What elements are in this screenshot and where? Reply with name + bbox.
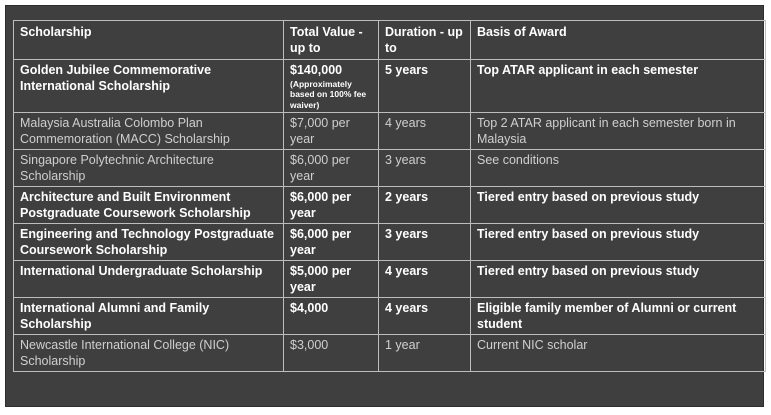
table-row [14,335,766,372]
table-row [14,113,766,150]
duration-cell [379,298,471,335]
scholarship-name-cell [14,113,284,150]
basis-of-award-cell [471,60,766,113]
duration-text: 4 years [385,264,429,278]
total-value-cell [284,60,379,113]
total-value-text: $7,000 per year [290,116,350,146]
basis-of-award-text: Current NIC scholar [477,338,588,352]
total-value-text: $3,000 [290,338,329,352]
total-value-cell [284,335,379,372]
basis-of-award-cell [471,298,766,335]
basis-of-award-text: Tiered entry based on previous study [477,264,700,278]
header-total-value: Total Value - up to [284,21,379,60]
basis-of-award-cell [471,335,766,372]
table-row [14,150,766,187]
total-value-text: $5,000 per year [290,264,352,294]
total-value-cell [284,261,379,298]
duration-text: 4 years [385,301,429,315]
scholarship-name-cell [14,224,284,261]
total-value-text: $4,000 [290,301,329,315]
duration-cell [379,224,471,261]
table-header-row [14,21,766,60]
table-row [14,187,766,224]
basis-of-award-text: See conditions [477,153,560,167]
total-value-cell [284,113,379,150]
scholarship-name-text: Architecture and Built Environment Postgraduate Coursework Scholarship [20,190,251,220]
scholarship-table [13,20,766,372]
duration-text: 2 years [385,190,429,204]
duration-cell [379,261,471,298]
total-value-text: $6,000 per year [290,190,352,220]
duration-text: 5 years [385,63,429,77]
total-value-text: $6,000 per year [290,227,352,257]
duration-cell [379,60,471,113]
table-row [14,261,766,298]
scholarship-name-text: Singapore Polytechnic Architecture Scholarship [20,153,214,183]
duration-cell [379,187,471,224]
scholarship-name-text: Engineering and Technology Postgraduate Coursework Scholarship [20,227,274,257]
duration-cell [379,113,471,150]
scholarship-name-text: International Undergraduate Scholarship [20,264,263,278]
scholarship-name-cell [14,335,284,372]
total-value-cell [284,298,379,335]
table-row [14,60,766,113]
scholarship-name-cell [14,261,284,298]
scholarship-name-cell [14,298,284,335]
basis-of-award-text: Eligible family member of Alumni or current student [477,301,737,331]
duration-text: 1 year [385,338,420,352]
scholarship-name-text: Malaysia Australia Colombo Plan Commemoration (MACC) Scholarship [20,116,230,146]
header-scholarship: Scholarship [14,21,284,60]
header-basis-of-award: Basis of Award [471,21,766,60]
header-duration: Duration - up to [379,21,471,60]
scholarship-name-text: Newcastle International College (NIC) Scholarship [20,338,230,368]
scholarship-name-cell [14,60,284,113]
basis-of-award-text: Top 2 ATAR applicant in each semester born in Malaysia [477,116,736,146]
basis-of-award-cell [471,187,766,224]
table-row [14,298,766,335]
table-row [14,224,766,261]
duration-text: 4 years [385,116,426,130]
value-note: (Approximately based on 100% fee waiver) [290,78,367,110]
total-value-cell [284,150,379,187]
duration-cell [379,150,471,187]
scholarship-name-text: International Alumni and Family Scholarship [20,301,210,331]
total-value-cell [284,187,379,224]
total-value-text: $6,000 per year [290,153,350,183]
duration-text: 3 years [385,153,426,167]
total-value-text: $140,000 [290,63,343,77]
basis-of-award-text: Tiered entry based on previous study [477,227,700,241]
scholarship-name-cell [14,187,284,224]
duration-text: 3 years [385,227,429,241]
basis-of-award-text: Tiered entry based on previous study [477,190,700,204]
total-value-cell [284,224,379,261]
basis-of-award-cell [471,261,766,298]
scholarship-name-cell [14,150,284,187]
duration-cell [379,335,471,372]
basis-of-award-cell [471,113,766,150]
scholarship-name-text: Golden Jubilee Commemorative International Scholarship [20,63,212,93]
basis-of-award-cell [471,150,766,187]
scholarship-table-panel [5,5,764,407]
basis-of-award-text: Top ATAR applicant in each semester [477,63,699,77]
basis-of-award-cell [471,224,766,261]
